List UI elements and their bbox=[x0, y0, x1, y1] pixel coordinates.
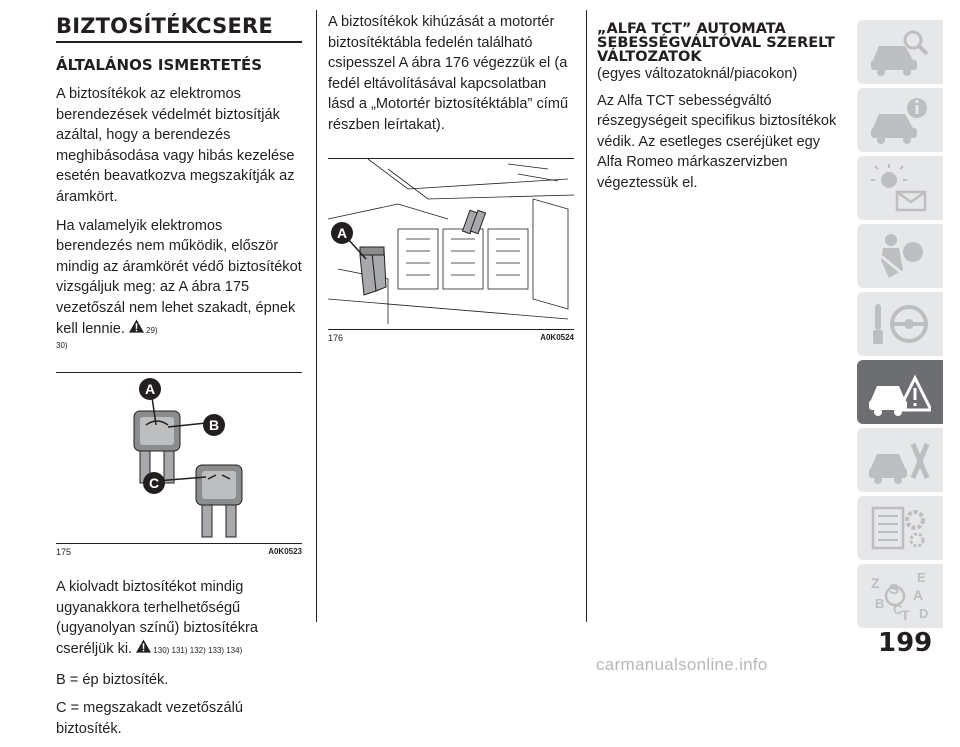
figure-number: 175 bbox=[56, 547, 72, 558]
legend-c: C = megszakadt vezetőszálú biztosíték. bbox=[56, 700, 243, 737]
tab-car-info[interactable] bbox=[857, 88, 943, 152]
paragraph-check bbox=[56, 216, 302, 342]
paragraph-intro: A biztosítékok az elektromos berendezések védelmét biztosítják azáltal, hogy a berendezés meghibásodása vagy hibás kezelése esetén beavatkozva megszakítják az áramkört. bbox=[56, 86, 295, 205]
callout-c: C bbox=[148, 475, 160, 492]
svg-text:S: S bbox=[889, 581, 900, 598]
tab-car-magnifier[interactable] bbox=[857, 20, 943, 84]
column-2 bbox=[328, 12, 574, 343]
page-number: 199 bbox=[878, 628, 933, 658]
tab-list-gears[interactable] bbox=[857, 496, 943, 560]
legend-b: B = ép biztosíték. bbox=[56, 671, 169, 688]
warning-icon bbox=[136, 639, 151, 653]
fuse-illustration bbox=[56, 373, 302, 543]
engine-fuse-box-illustration bbox=[328, 159, 574, 329]
tab-key-steering[interactable] bbox=[857, 292, 943, 356]
column-3 bbox=[597, 14, 847, 202]
tab-car-wrench[interactable] bbox=[857, 428, 943, 492]
watermark: carmanualsonline.info bbox=[596, 655, 768, 674]
tab-car-warning[interactable] bbox=[857, 360, 943, 424]
column-divider-1 bbox=[316, 10, 317, 622]
callout-a: A bbox=[144, 381, 156, 398]
figure-175 bbox=[56, 372, 302, 544]
svg-text:B: B bbox=[875, 596, 885, 611]
warning-icon bbox=[129, 319, 144, 333]
figure-number: 176 bbox=[328, 332, 344, 343]
airbag-seat-icon bbox=[869, 230, 931, 282]
tct-title: „ALFA TCT” AUTOMATA SEBESSÉGVÁLTÓVAL SZERELT VÁLTOZATOK bbox=[597, 21, 835, 65]
tct-subtitle: (egyes változatoknál/piacokon) bbox=[597, 66, 798, 82]
alphabet-index-icon bbox=[869, 570, 931, 622]
column-divider-2 bbox=[586, 10, 587, 622]
key-steering-icon bbox=[869, 298, 931, 350]
car-info-icon bbox=[869, 94, 931, 146]
svg-text:D: D bbox=[919, 606, 929, 621]
tab-airbag-seat[interactable] bbox=[857, 224, 943, 288]
lights-mail-icon bbox=[869, 162, 931, 214]
svg-text:C: C bbox=[893, 602, 903, 617]
warning-refs: 130) 131) 132) 133) 134) bbox=[153, 645, 243, 655]
paragraph-tweezers: A biztosítékok kihúzását a motortér biztosítéktábla fedelén található csipesszel A ábra 176 végezzük el (a fedél eltávolításával kapcsolatban lásd a „Motortér biztosítéktábla” című részben leírtakat). bbox=[328, 14, 569, 133]
figure-176-caption bbox=[328, 333, 574, 343]
section-subtitle: ÁLTALÁNOS ISMERTETÉS bbox=[56, 56, 263, 74]
warning-refs: 29) bbox=[146, 325, 158, 335]
svg-text:Z: Z bbox=[871, 575, 880, 591]
svg-text:A: A bbox=[913, 587, 924, 603]
paragraph-check-text: Ha valamelyik elektromos berendezés nem működik, először mindig az áramkörét védő biztosítékot vizsgáljuk meg: az A ábra 175 vezetőszál nem lehet szakadt, épnek kell lennie. bbox=[56, 217, 302, 337]
car-warning-icon bbox=[869, 366, 931, 418]
figure-code: A0K0524 bbox=[540, 332, 574, 342]
section-title: BIZTOSÍTÉKCSERE bbox=[56, 14, 302, 43]
figure-code: A0K0523 bbox=[268, 547, 302, 557]
paragraph-replace-text: A kiolvadt biztosítékot mindig ugyanakkora terhelhetőségű (ugyanolyan színű) biztosítékra cseréljük ki. bbox=[56, 579, 258, 657]
tct-paragraph: Az Alfa TCT sebességváltó részegységeit specifikus biztosítékok védik. Az esetleges cseréjüket egy Alfa Romeo márkaszervizben végeztessük el. bbox=[597, 92, 837, 191]
car-magnifier-icon bbox=[869, 26, 931, 78]
callout-a: A bbox=[336, 224, 348, 241]
paragraph-replace bbox=[56, 577, 302, 661]
svg-text:E: E bbox=[917, 570, 926, 585]
tab-lights-mail[interactable] bbox=[857, 156, 943, 220]
list-gears-icon bbox=[869, 502, 931, 554]
figure-175-caption bbox=[56, 547, 302, 557]
car-wrench-icon bbox=[869, 434, 931, 486]
tab-alphabet-index[interactable] bbox=[857, 564, 943, 628]
warning-refs-2: 30) bbox=[56, 341, 68, 351]
callout-b: B bbox=[208, 417, 220, 434]
svg-text:T: T bbox=[901, 607, 910, 622]
column-1 bbox=[56, 14, 302, 747]
figure-176 bbox=[328, 158, 574, 330]
chapter-sidebar bbox=[857, 20, 943, 632]
